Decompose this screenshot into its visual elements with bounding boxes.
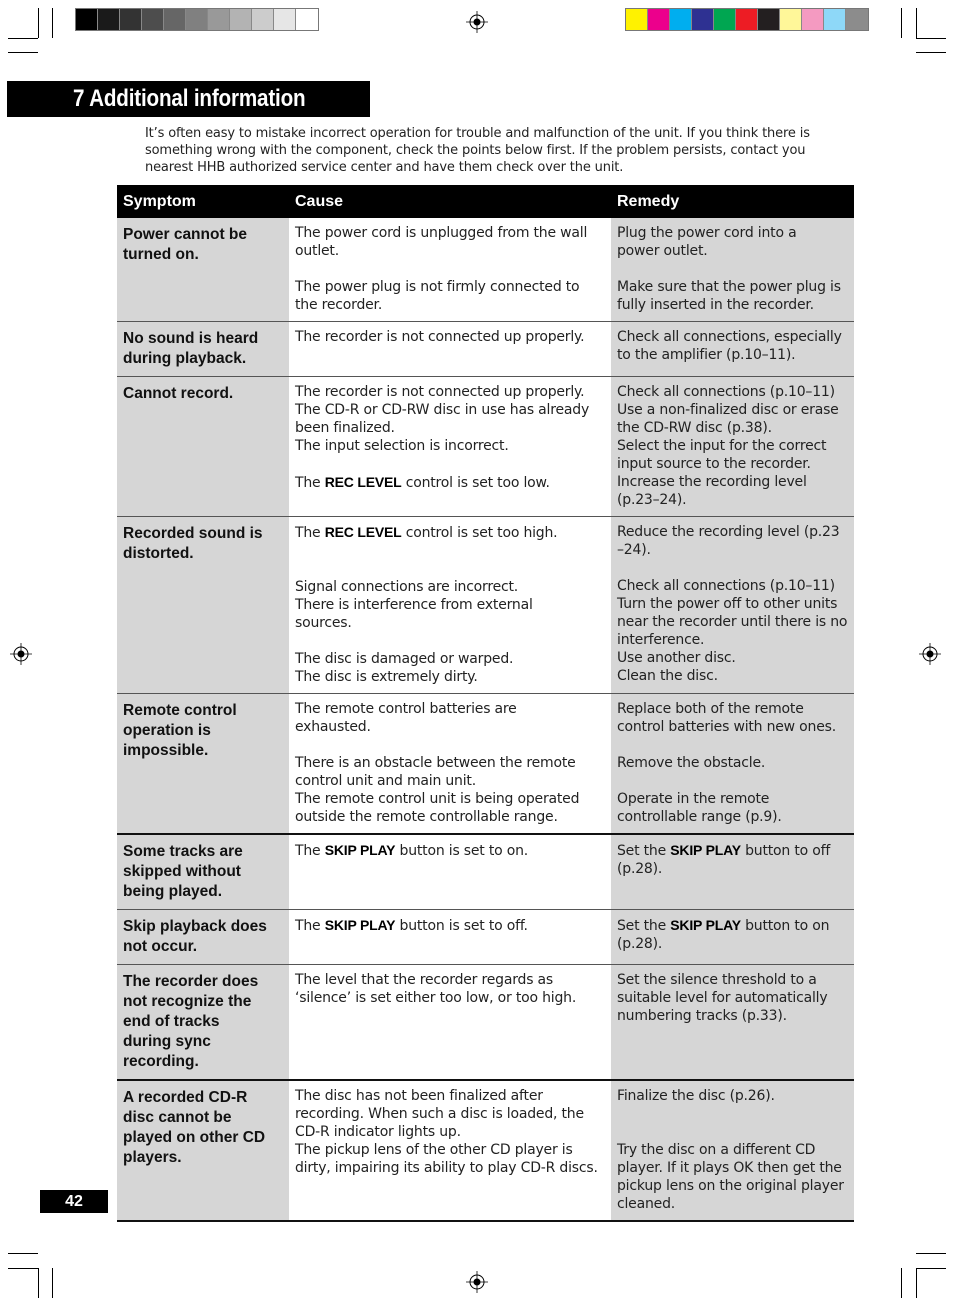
cause-cell (289, 322, 611, 377)
text-line: The remote control unit is being operated (295, 791, 580, 807)
text-line: Use a non-finalized disc or erase (617, 402, 839, 418)
text-line: Remote control (123, 702, 237, 719)
column-header-remedy: Remedy (611, 185, 854, 218)
text-line: Reduce the recording level (p.23 (617, 524, 840, 540)
color-swatch (780, 9, 802, 30)
text-line: disc cannot be (123, 1109, 232, 1126)
text-line: Turn the power off to other units (617, 596, 838, 612)
table-header (117, 185, 854, 218)
text-fragment: button is set to off. (395, 918, 528, 934)
remedy-cell (611, 694, 854, 835)
text-fragment: control is set too high. (401, 525, 558, 541)
color-swatch (736, 9, 758, 30)
text-line: distorted. (123, 545, 194, 562)
symptom-cell (117, 517, 289, 694)
color-swatch (142, 9, 164, 30)
text-line: not recognize the (123, 993, 252, 1010)
text-line: cleaned. (617, 1196, 676, 1212)
color-swatch (670, 9, 692, 30)
symptom-cell (117, 218, 289, 322)
text-line: numbering tracks (p.33). (617, 1008, 787, 1024)
process-color-bar (625, 8, 869, 31)
spacer (295, 260, 605, 278)
text-fragment: The (295, 918, 325, 934)
text-line: Recorded sound is (123, 525, 263, 542)
text-line: control unit and main unit. (295, 773, 476, 789)
color-swatch (824, 9, 846, 30)
text-fragment: The (295, 475, 325, 491)
color-swatch (120, 9, 142, 30)
color-swatch (758, 9, 780, 30)
color-swatch (98, 9, 120, 30)
text-line: Check all connections (p.10–11) (617, 384, 835, 400)
column-header-symptom: Symptom (117, 185, 289, 218)
color-swatch (846, 9, 868, 30)
text-line: There is interference from external (295, 597, 533, 613)
text-line: Some tracks are (123, 843, 243, 860)
text-line: The power cord is unplugged from the wall (295, 225, 588, 241)
color-swatch (252, 9, 274, 30)
text-line: player. If it plays OK then get the (617, 1160, 842, 1176)
text-line: (p.28). (617, 861, 663, 877)
color-swatch (692, 9, 714, 30)
text-line: Operate in the remote (617, 791, 770, 807)
table-row (117, 218, 854, 322)
troubleshooting-table (117, 185, 854, 1222)
text-line: (p.28). (617, 936, 663, 952)
text-line (295, 523, 605, 542)
spacer (617, 559, 848, 577)
spacer (295, 542, 605, 578)
table-row (117, 834, 854, 910)
text-line: Clean the disc. (617, 668, 718, 684)
cause-cell (289, 218, 611, 322)
control-name-label: REC LEVEL (324, 474, 402, 490)
text-line: outlet. (295, 243, 339, 259)
text-line: end of tracks (123, 1013, 220, 1030)
text-line: The recorder does (123, 973, 259, 990)
color-swatch (186, 9, 208, 30)
color-swatch (76, 9, 98, 30)
text-line: been finalized. (295, 420, 395, 436)
text-line: operation is (123, 722, 211, 739)
text-fragment: Set the (617, 918, 671, 934)
text-line: outside the remote controllable range. (295, 809, 558, 825)
spacer (295, 736, 605, 754)
spacer (617, 736, 848, 754)
section-title (7, 81, 370, 117)
text-line: turned on. (123, 246, 199, 263)
spacer (295, 455, 605, 473)
cause-cell (289, 1080, 611, 1221)
text-line: Set the silence threshold to a (617, 972, 817, 988)
color-swatch (230, 9, 252, 30)
text-line: Check all connections, especially (617, 329, 842, 345)
text-fragment: button to off (740, 843, 831, 859)
table-row (117, 910, 854, 965)
text-line: during playback. (123, 350, 247, 367)
text-line: controllable range (p.9). (617, 809, 782, 825)
text-line: –24). (617, 542, 651, 558)
color-swatch (274, 9, 296, 30)
symptom-cell (117, 1080, 289, 1221)
text-line: Skip playback does (123, 918, 267, 935)
text-line: ‘silence’ is set either too low, or too high. (295, 990, 577, 1006)
text-fragment: The (295, 525, 325, 541)
text-line: The CD-R or CD-RW disc in use has already (295, 402, 590, 418)
text-line: Increase the recording level (617, 474, 807, 490)
text-line: fully inserted in the recorder. (617, 297, 814, 313)
control-name-label: SKIP PLAY (670, 917, 741, 933)
text-line: recording. (123, 1053, 199, 1070)
text-line (617, 841, 848, 860)
remedy-cell (611, 218, 854, 322)
symptom-cell (117, 834, 289, 910)
control-name-label: SKIP PLAY (324, 917, 396, 933)
color-swatch (208, 9, 230, 30)
text-line: exhausted. (295, 719, 371, 735)
text-fragment: button is set to on. (395, 843, 529, 859)
text-line: recording. When such a disc is loaded, the (295, 1106, 584, 1122)
symptom-cell (117, 322, 289, 377)
table-body (117, 218, 854, 1221)
text-line (295, 473, 605, 492)
text-line: The recorder is not connected up properly. (295, 384, 585, 400)
text-fragment: The (295, 843, 325, 859)
table-row (117, 965, 854, 1081)
color-swatch (626, 9, 648, 30)
text-line: There is an obstacle between the remote (295, 755, 576, 771)
text-line: (p.23–24). (617, 492, 687, 508)
color-swatch (714, 9, 736, 30)
cause-cell (289, 965, 611, 1081)
remedy-cell (611, 910, 854, 965)
text-line (617, 916, 848, 935)
cause-cell (289, 377, 611, 517)
color-swatch (648, 9, 670, 30)
text-fragment: button to on (740, 918, 830, 934)
table-row (117, 322, 854, 377)
text-line: Make sure that the power plug is (617, 279, 841, 295)
spacer (617, 772, 848, 790)
text-line: to the amplifier (p.10–11). (617, 347, 796, 363)
remedy-cell (611, 322, 854, 377)
text-fragment: Set the (617, 843, 671, 859)
spacer (295, 632, 605, 650)
text-line: The pickup lens of the other CD player is (295, 1142, 573, 1158)
text-line: skipped without (123, 863, 241, 880)
intro-paragraph: It’s often easy to mistake incorrect operation for trouble and malfunction of the unit. If you think there is something wrong with the component, check the points below first. If the problem persists, contact you nearest HHB authorized service center and have them check over the unit. (145, 126, 810, 176)
text-line: Plug the power cord into a (617, 225, 797, 241)
table-row (117, 1080, 854, 1221)
registration-mark-icon (919, 643, 941, 665)
text-line: The disc is damaged or warped. (295, 651, 514, 667)
text-line: Try the disc on a different CD (617, 1142, 816, 1158)
text-line: input source to the recorder. (617, 456, 811, 472)
page-number: 42 (40, 1190, 108, 1213)
table-row (117, 517, 854, 694)
control-name-label: SKIP PLAY (670, 842, 741, 858)
text-line: The power plug is not firmly connected to (295, 279, 580, 295)
text-line: The input selection is incorrect. (295, 438, 509, 454)
section-title-text: 7 Additional information (73, 85, 306, 112)
grayscale-color-bar (75, 8, 319, 31)
text-fragment: control is set too low. (401, 475, 550, 491)
text-line: The disc has not been finalized after (295, 1088, 543, 1104)
text-line (295, 916, 605, 935)
text-line: during sync (123, 1033, 211, 1050)
table-row (117, 377, 854, 517)
spacer (617, 1105, 848, 1141)
text-line (295, 841, 605, 860)
text-line: The recorder is not connected up properly. (295, 329, 585, 345)
symptom-cell (117, 694, 289, 835)
control-name-label: REC LEVEL (324, 524, 402, 540)
column-header-cause: Cause (289, 185, 611, 218)
registration-mark-icon (466, 1271, 488, 1293)
text-line: dirty, impairing its ability to play CD-R discs. (295, 1160, 598, 1176)
text-line: pickup lens on the original player (617, 1178, 844, 1194)
text-line: being played. (123, 883, 223, 900)
color-swatch (164, 9, 186, 30)
text-line: Signal connections are incorrect. (295, 579, 519, 595)
text-line: Use another disc. (617, 650, 736, 666)
cause-cell (289, 517, 611, 694)
text-line: interference. (617, 632, 705, 648)
control-name-label: SKIP PLAY (324, 842, 396, 858)
text-line: Replace both of the remote (617, 701, 804, 717)
symptom-cell (117, 965, 289, 1081)
text-line: Check all connections (p.10–11) (617, 578, 835, 594)
text-line: No sound is heard (123, 330, 259, 347)
table-row (117, 694, 854, 835)
remedy-cell (611, 834, 854, 910)
text-line: The remote control batteries are (295, 701, 517, 717)
remedy-cell (611, 965, 854, 1081)
text-line: suitable level for automatically (617, 990, 828, 1006)
text-line: Select the input for the correct (617, 438, 827, 454)
text-line: sources. (295, 615, 352, 631)
text-line: near the recorder until there is no (617, 614, 848, 630)
color-swatch (802, 9, 824, 30)
symptom-cell (117, 910, 289, 965)
cause-cell (289, 694, 611, 835)
cause-cell (289, 834, 611, 910)
text-line: A recorded CD-R (123, 1089, 248, 1106)
text-line: CD-R indicator lights up. (295, 1124, 461, 1140)
color-swatch (296, 9, 318, 30)
text-line: the CD-RW disc (p.38). (617, 420, 772, 436)
registration-mark-icon (10, 643, 32, 665)
registration-mark-icon (466, 11, 488, 33)
remedy-cell (611, 517, 854, 694)
text-line: played on other CD (123, 1129, 266, 1146)
text-line: control batteries with new ones. (617, 719, 836, 735)
remedy-cell (611, 377, 854, 517)
spacer (617, 260, 848, 278)
text-line: impossible. (123, 742, 209, 759)
text-line: the recorder. (295, 297, 383, 313)
text-line: power outlet. (617, 243, 708, 259)
text-line: Power cannot be (123, 226, 248, 243)
text-line: The level that the recorder regards as (295, 972, 554, 988)
text-line: players. (123, 1149, 182, 1166)
text-line: The disc is extremely dirty. (295, 669, 478, 685)
cause-cell (289, 910, 611, 965)
text-line: Finalize the disc (p.26). (617, 1088, 775, 1104)
symptom-cell (117, 377, 289, 517)
text-line: Cannot record. (123, 385, 234, 402)
text-line: Remove the obstacle. (617, 755, 766, 771)
text-line: not occur. (123, 938, 198, 955)
remedy-cell (611, 1080, 854, 1221)
